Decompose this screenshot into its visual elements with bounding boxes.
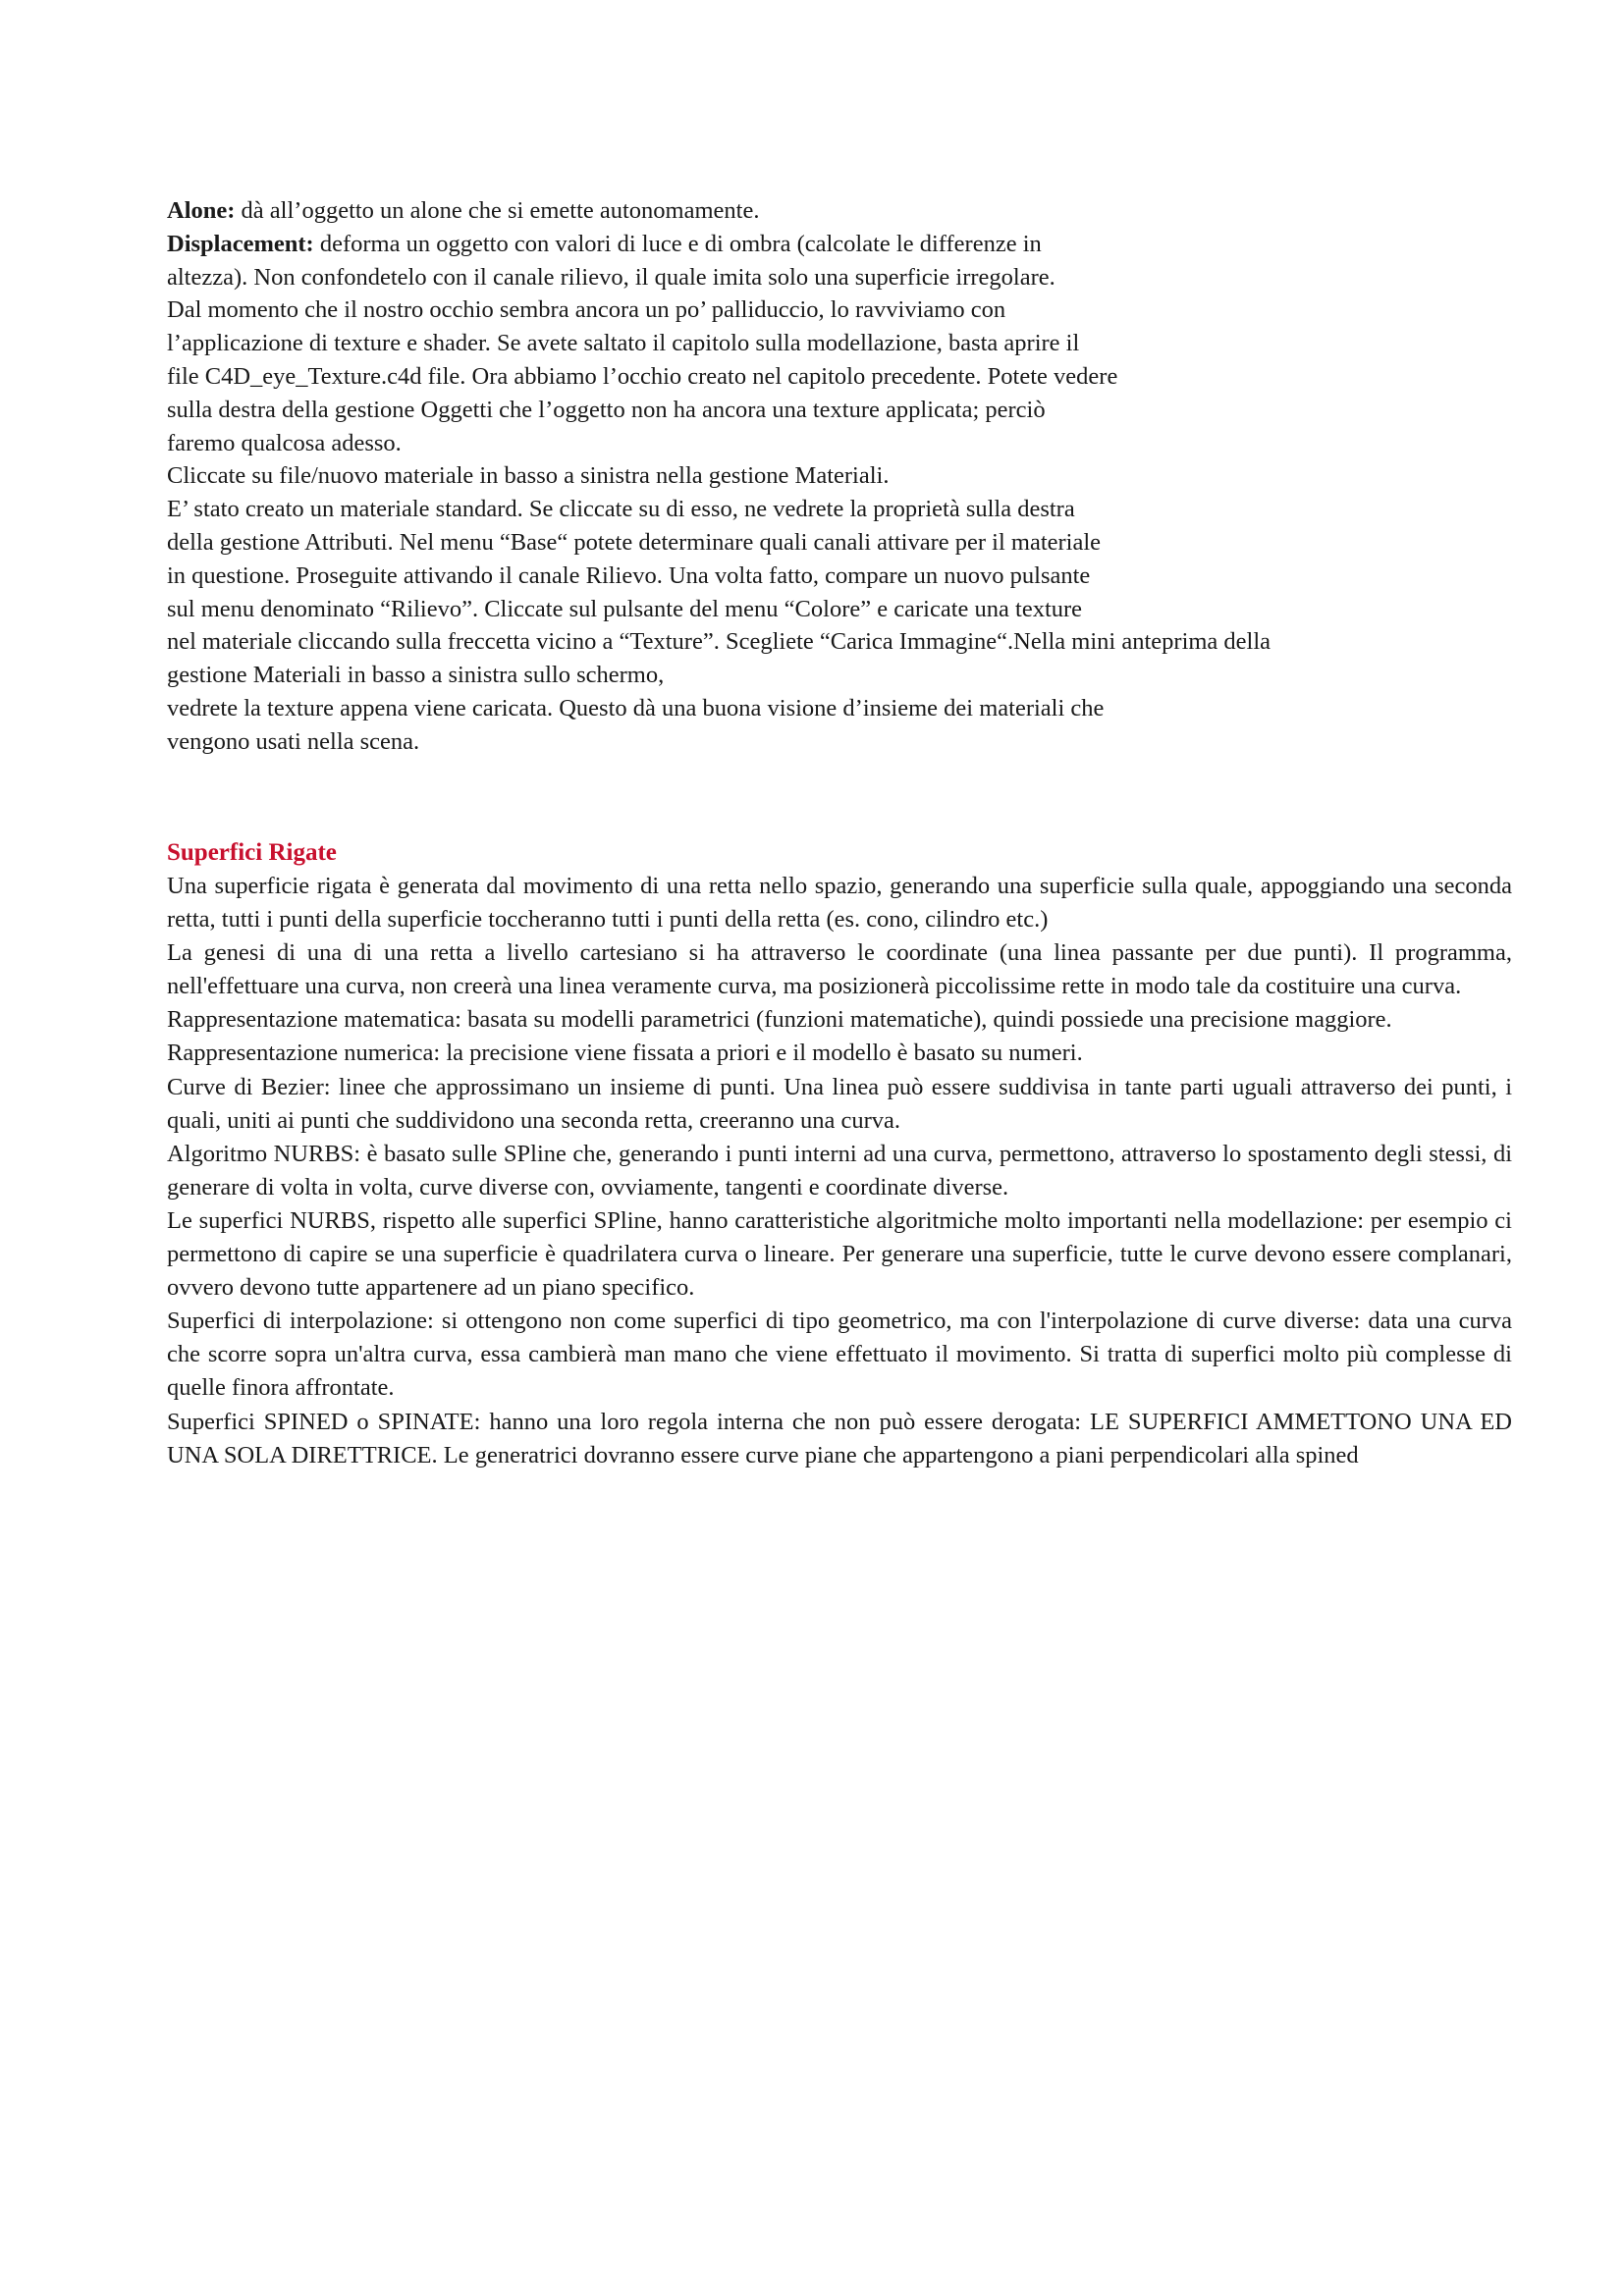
section-paragraph: Rappresentazione numerica: la precisione viene fissata a priori e il modello è basato su numeri. bbox=[167, 1040, 1083, 1067]
intro-line: della gestione Attributi. Nel menu “Base“ potete determinare quali canali attivare per il materiale bbox=[167, 528, 1102, 556]
intro-line: vengono usati nella scena. bbox=[167, 727, 420, 755]
intro-line: faremo qualcosa adesso. bbox=[167, 429, 402, 456]
intro-line: vedrete la texture appena viene caricata. Questo dà una buona visione d’insieme dei materiali che bbox=[167, 694, 1105, 721]
intro-line: sul menu denominato “Rilievo”. Cliccate sul pulsante del menu “Colore” e caricate una texture bbox=[167, 595, 1083, 622]
intro-line: gestione Materiali in basso a sinistra sullo schermo, bbox=[167, 662, 665, 689]
intro-line: altezza). Non confondetelo con il canale rilievo, il quale imita solo una superficie irregolare. bbox=[167, 263, 1055, 291]
section-body bbox=[167, 870, 1512, 1472]
section-paragraph: Curve di Bezier: linee che approssimano un insieme di punti. Una linea può essere suddivisa in tante parti uguali attraverso dei punti, i quali, uniti ai punti che suddividono una seconda retta, creeranno una curva. bbox=[167, 1073, 1512, 1134]
intro-line: E’ stato creato un materiale standard. Se cliccate su di esso, ne vedrete la proprietà sulla destra bbox=[167, 496, 1075, 523]
displacement-definition bbox=[167, 228, 1512, 261]
intro-line: Cliccate su file/nuovo materiale in basso a sinistra nella gestione Materiali. bbox=[167, 462, 890, 490]
alone-definition bbox=[167, 194, 1512, 228]
intro-line: in questione. Proseguite attivando il canale Rilievo. Una volta fatto, compare un nuovo pulsante bbox=[167, 561, 1091, 589]
intro-line: l’applicazione di texture e shader. Se avete saltato il capitolo sulla modellazione, basta aprire il bbox=[167, 330, 1080, 357]
section-paragraph: Rappresentazione matematica: basata su modelli parametrici (funzioni matematiche), quindi possiede una precisione maggiore. bbox=[167, 1006, 1392, 1034]
section-paragraph: Superfici di interpolazione: si ottengono non come superfici di tipo geometrico, ma con l'interpolazione di curve diverse: data una curva che scorre sopra un'altra curva, essa cambierà man mano che viene effettuato il movimento. Si tratta di superfici molto più complesse di quelle finora affrontate. bbox=[167, 1308, 1512, 1402]
intro-line: file C4D_eye_Texture.c4d file. Ora abbiamo l’occhio creato nel capitolo precedente. Potete vedere bbox=[167, 362, 1118, 390]
section-paragraph: Superfici SPINED o SPINATE: hanno una loro regola interna che non può essere derogata: LE SUPERFICI AMMETTONO UNA ED UNA SOLA DIRETTRICE. Le generatrici dovranno essere curve piane che appartengono a piani perpendicolari alla spined bbox=[167, 1408, 1512, 1468]
displacement-label: Displacement: bbox=[167, 230, 314, 257]
alone-text: dà all’oggetto un alone che si emette autonomamente. bbox=[235, 197, 760, 224]
section-paragraph: La genesi di una di una retta a livello cartesiano si ha attraverso le coordinate (una linea passante per due punti). Il programma, nell'effettuare una curva, non creerà una linea veramente curva, ma posizionerà piccolissime rette in modo tale da costituire una curva. bbox=[167, 939, 1512, 1000]
section-paragraph: Le superfici NURBS, rispetto alle superfici SPline, hanno caratteristiche algoritmiche molto importanti nella modellazione: per esempio ci permettono di capire se una superficie è quadrilatera curva o lineare. Per generare una superficie, tutte le curve devono essere complanari, ovvero devono tutte appartenere ad un piano specifico. bbox=[167, 1206, 1512, 1302]
intro-text-block bbox=[167, 194, 1512, 759]
displacement-text: deforma un oggetto con valori di luce e di ombra (calcolate le differenze in bbox=[313, 230, 1042, 257]
section-heading: Superfici Rigate bbox=[167, 839, 337, 866]
intro-line: Dal momento che il nostro occhio sembra ancora un po’ palliduccio, lo ravviviamo con bbox=[167, 296, 1006, 324]
alone-label: Alone: bbox=[167, 197, 236, 224]
section-paragraph: Algoritmo NURBS: è basato sulle SPline che, generando i punti interni ad una curva, permettono, attraverso lo spostamento degli stessi, di generare di volta in volta, curve diverse con, ovviamente, tangenti e coordinate diverse. bbox=[167, 1140, 1512, 1201]
intro-line: sulla destra della gestione Oggetti che l’oggetto non ha ancora una texture applicata; perciò bbox=[167, 396, 1046, 423]
intro-line: nel materiale cliccando sulla freccetta vicino a “Texture”. Scegliete “Carica Immagine“.Nella mini anteprima della bbox=[167, 628, 1271, 656]
section-paragraph: Una superficie rigata è generata dal movimento di una retta nello spazio, generando una superficie sulla quale, appoggiando una seconda retta, tutti i punti della superficie toccheranno tutti i punti della retta (es. cono, cilindro etc.) bbox=[167, 873, 1512, 934]
